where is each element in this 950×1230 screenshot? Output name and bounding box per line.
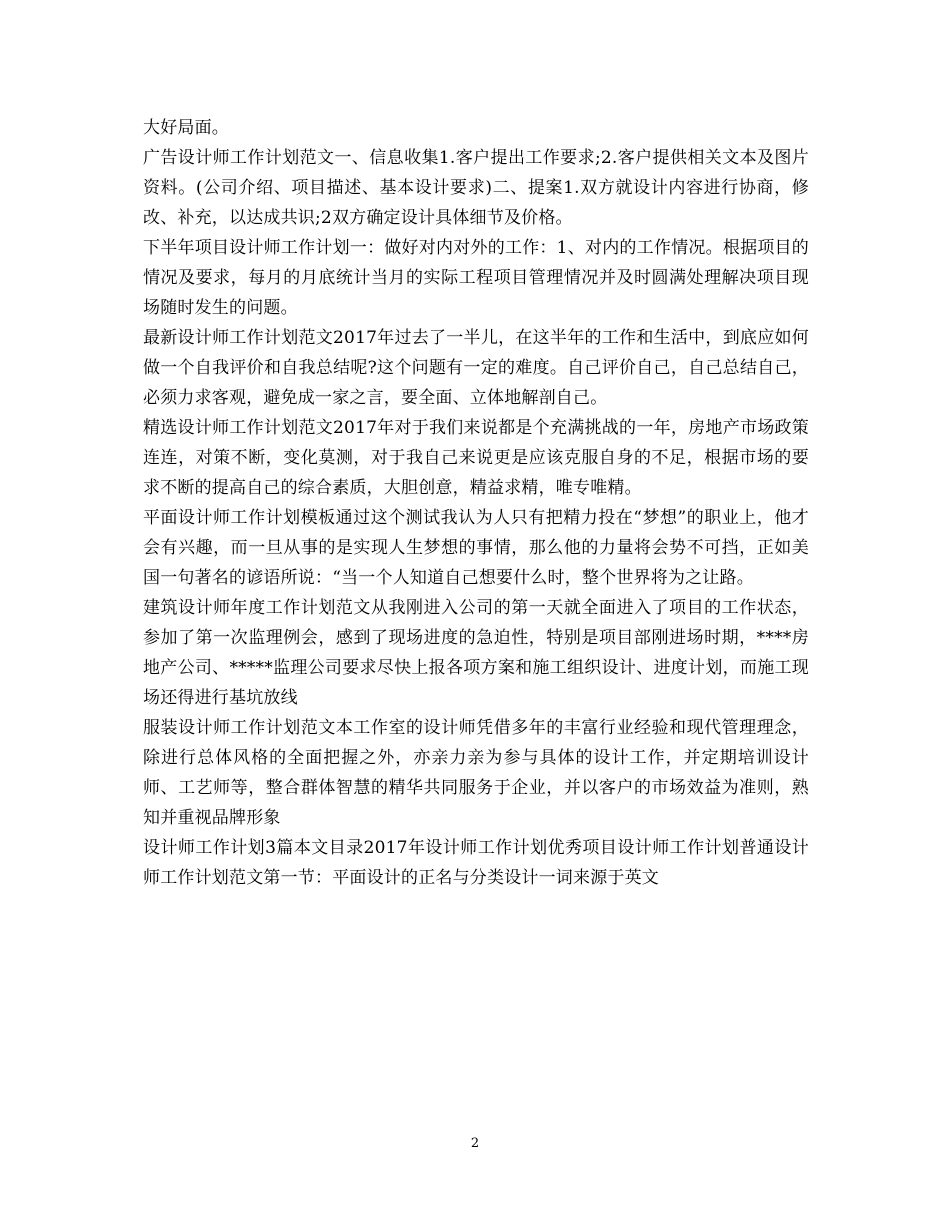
paragraph-1: 大好局面。 — [143, 118, 229, 138]
document-body — [143, 113, 809, 893]
paragraph-4: 最新设计师工作计划范文2017年过去了一半儿，在这半年的工作和生活中，到底应如何做一个自我评价和自我总结呢?这个问题有一定的难度。自己评价自己，自己总结自己，必须力求客观，避免成一家之言，要全面、立体地解剖自己。 — [143, 328, 809, 408]
paragraph-6: 平面设计师工作计划模板通过这个测试我认为人只有把精力投在“梦想”的职业上，他才会有兴趣，而一旦从事的是实现人生梦想的事情，那么他的力量将会势不可挡，正如美国一句著名的谚语所说：“当一个人知道自己想要什么时，整个世界将为之让路。 — [143, 508, 809, 588]
paragraph-2: 广告设计师工作计划范文一、信息收集1.客户提出工作要求;2.客户提供相关文本及图片资料。(公司介绍、项目描述、基本设计要求)二、提案1.双方就设计内容进行协商，修改、补充，以达成共识;2双方确定设计具体细节及价格。 — [143, 148, 809, 228]
paragraph-3: 下半年项目设计师工作计划一：做好对内对外的工作：1、对内的工作情况。根据项目的情况及要求，每月的月底统计当月的实际工程项目管理情况并及时圆满处理解决项目现场随时发生的问题。 — [143, 238, 809, 318]
paragraph-8: 服装设计师工作计划范文本工作室的设计师凭借多年的丰富行业经验和现代管理理念，除进行总体风格的全面把握之外，亦亲力亲为参与具体的设计工作，并定期培训设计师、工艺师等，整合群体智慧的精华共同服务于企业，并以客户的市场效益为准则，熟知并重视品牌形象 — [143, 718, 809, 828]
page-number: 2 — [470, 1136, 480, 1151]
paragraph-5: 精选设计师工作计划范文2017年对于我们来说都是个充满挑战的一年，房地产市场政策连连，对策不断，变化莫测，对于我自己来说更是应该克服自身的不足，根据市场的要求不断的提高自己的综合素质，大胆创意，精益求精，唯专唯精。 — [143, 418, 809, 498]
paragraph-9: 设计师工作计划3篇本文目录2017年设计师工作计划优秀项目设计师工作计划普通设计师工作计划范文第一节：平面设计的正名与分类设计一词来源于英文 — [143, 838, 809, 888]
paragraph-7: 建筑设计师年度工作计划范文从我刚进入公司的第一天就全面进入了项目的工作状态，参加了第一次监理例会，感到了现场进度的急迫性，特别是项目部刚进场时期，****房地产公司、*****监理公司要求尽快上报各项方案和施工组织设计、进度计划，而施工现场还得进行基坑放线 — [143, 598, 809, 708]
